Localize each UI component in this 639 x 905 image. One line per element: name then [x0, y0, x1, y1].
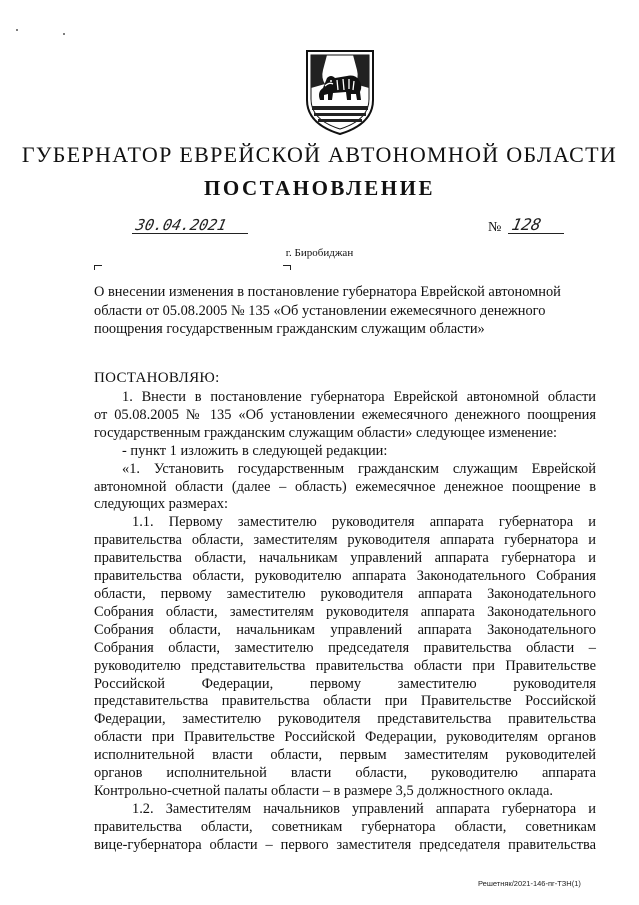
subject-corner-left	[94, 265, 102, 270]
coat-of-arms-tiger-icon	[303, 48, 377, 136]
subject-corner-right	[283, 265, 291, 270]
body-line: 1.1. Первому заместителю руководителя аппарата губернатора и	[132, 514, 596, 531]
body-line: 1.2. Заместителям начальников управлений аппарата губернатора и	[132, 800, 596, 817]
body-line: представительства правительства области при Правительстве Российской	[94, 693, 596, 710]
body-line: Российской Федерации, первому заместителю руководителя	[94, 675, 596, 692]
issuing-authority: ГУБЕРНАТОР ЕВРЕЙСКОЙ АВТОНОМНОЙ ОБЛАСТИ	[21, 142, 618, 167]
body-line: Собрания области, начальникам управлений аппарата Законодательного	[94, 621, 596, 638]
issue-city: г. Биробиджан	[285, 247, 354, 259]
body-line: следующих размерах:	[94, 496, 228, 513]
document-number: 128	[509, 215, 543, 234]
document-date: 30.04.2021	[134, 216, 229, 234]
scan-speck	[16, 29, 18, 31]
number-sign: №	[488, 220, 502, 235]
body-line: области при Правительстве Российской Федерации, руководителям органов	[94, 729, 596, 746]
subject-line: поощрения государственным гражданским служащим области»	[94, 321, 485, 337]
body-line: Федерации, заместителю руководителя представительства правительства	[94, 711, 596, 728]
date-underline	[132, 233, 248, 234]
body-line: вице-губернатора области – первого заместителя председателя правительства	[94, 836, 596, 853]
body-line: Контрольно-счетной палаты области – в размере 3,5 должностного оклада.	[94, 782, 553, 799]
body-line: Собрания области, заместителям руководителя аппарата Законодательного	[94, 603, 596, 620]
body-line: правительства области, заместителям руководителя аппарата губернатора и	[94, 532, 596, 549]
document-subject	[94, 283, 594, 339]
body-line: 1. Внести в постановление губернатора Еврейской автономной области	[122, 389, 596, 405]
body-line: исполнительной власти области, первым заместителям руководителей	[94, 747, 596, 764]
subject-line: области от 05.08.2005 № 135 «Об установлении ежемесячного денежного	[94, 302, 546, 319]
subject-line: О внесении изменения в постановление губернатора Еврейской автономной	[94, 284, 561, 300]
body-line: «1. Установить государственным гражданским служащим Еврейской	[122, 460, 596, 477]
document-type-title: ПОСТАНОВЛЕНИЕ	[204, 176, 435, 200]
body-line: от 05.08.2005 № 135 «Об установлении ежемесячного денежного поощрения	[94, 406, 596, 423]
decree-word: ПОСТАНОВЛЯЮ:	[94, 370, 220, 386]
body-line: Собрания области, заместителю председателя правительства области –	[94, 639, 596, 656]
scan-speck	[63, 33, 65, 35]
number-underline	[508, 233, 564, 234]
body-line: государственным гражданским служащим области» следующее изменение:	[94, 424, 557, 441]
body-line: руководителю представительства правительства области при Правительстве	[94, 657, 596, 674]
body-line: правительства области, руководителю аппарата Законодательного Собрания	[94, 568, 596, 585]
body-line: автономной области (далее – область) ежемесячное денежное поощрение в	[94, 478, 596, 495]
body-line: - пункт 1 изложить в следующей редакции:	[122, 442, 388, 459]
body-line: правительства области, советникам губернатора области, советникам	[94, 818, 596, 835]
body-line: органов исполнительной власти области, руководителю аппарата	[94, 765, 596, 782]
body-line: области, первому заместителю руководителя аппарата Законодательного	[94, 585, 596, 602]
footer-reference: Решетняк/2021-146-пг-ТЗН(1)	[478, 879, 581, 888]
body-line: правительства области, начальникам управлений аппарата губернатора и	[94, 550, 596, 567]
document-body	[94, 389, 596, 855]
